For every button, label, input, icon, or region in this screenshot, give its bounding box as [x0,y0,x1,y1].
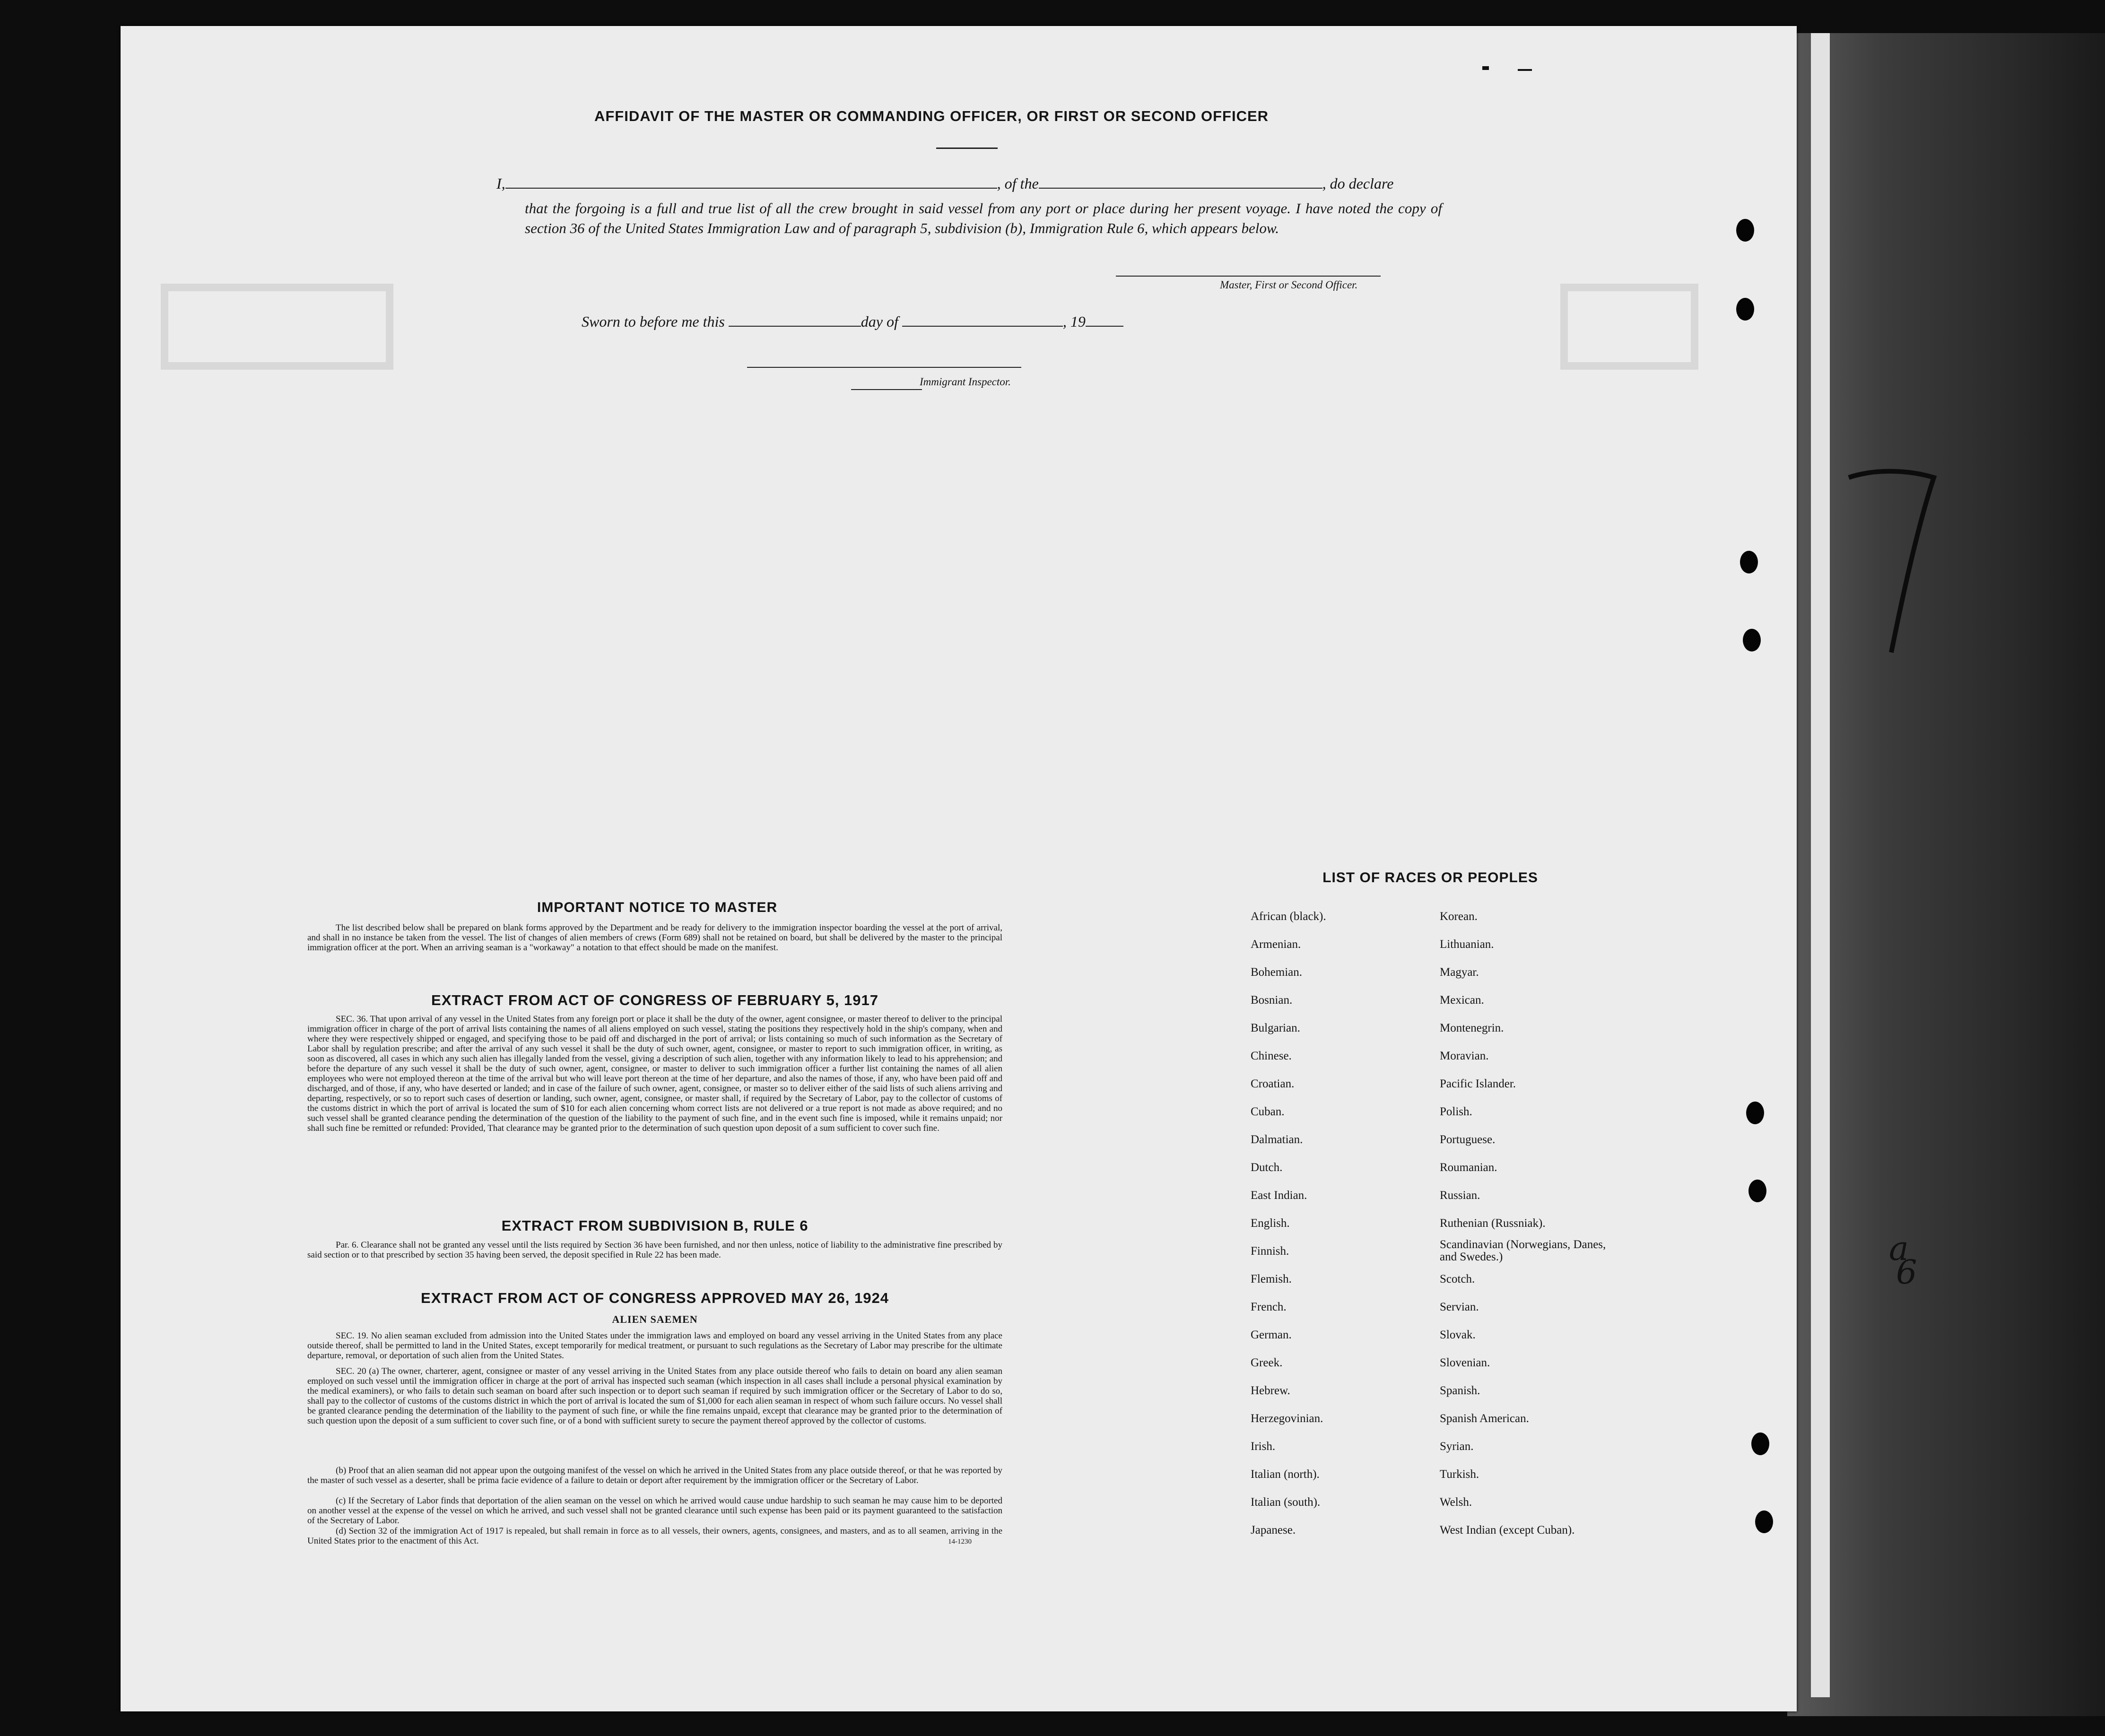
race-item: African (black). [1251,910,1326,923]
affidavit-title: AFFIDAVIT OF THE MASTER OR COMMANDING OFFICER, OR FIRST OR SECOND OFFICER [594,108,1269,124]
extract-1917-title: EXTRACT FROM ACT OF CONGRESS OF FEBRUARY 5, 1917 [431,992,879,1008]
extract-1924-title: EXTRACT FROM ACT OF CONGRESS APPROVED MAY 26, 1924 [421,1290,889,1306]
extract-1924-sec20d: (d) Section 32 of the immigration Act of 1917 is repealed, but shall remain in force as to all vessels, their owners, agents, consignees, and masters, and as to all seamen, arriving in the United States prior to the enactment of this Act. [307,1526,1002,1546]
race-item: Italian (north). [1251,1468,1320,1481]
year-label: , 19 [1062,313,1086,330]
race-item: Syrian. [1440,1440,1474,1453]
punch-hole [1755,1510,1773,1533]
form-number: 14-1230 [948,1538,972,1545]
race-item: Cuban. [1251,1105,1285,1118]
races-left-column [1251,910,1383,1548]
race-item: Bulgarian. [1251,1022,1300,1034]
race-item: Ruthenian (Russniak). [1440,1217,1546,1230]
race-item: Bosnian. [1251,994,1293,1007]
affidavit-declare-line [496,175,1461,192]
race-item: Scandinavian (Norwegians, Danes, and Swedes.) [1440,1238,1606,1263]
sworn-day-blank[interactable] [729,315,861,327]
race-item: Montenegrin. [1440,1022,1504,1034]
race-item: Portuguese. [1440,1133,1496,1146]
race-item: Slovak. [1440,1328,1476,1341]
race-item: French. [1251,1301,1287,1313]
race-item: Herzegovinian. [1251,1412,1323,1425]
race-item: Korean. [1440,910,1478,923]
race-item: Bohemian. [1251,966,1303,979]
race-item: Flemish. [1251,1273,1292,1285]
race-item: Hebrew. [1251,1384,1290,1397]
sworn-line [582,313,1196,330]
race-item: Scotch. [1440,1273,1475,1285]
extract-1924-sec20c: (c) If the Secretary of Labor finds that deportation of the alien seaman on the vessel on which he arrived would cause undue hardship to such seaman he may cause him to be deported on another vessel at the expense of the vessel on which he arrived, and such vessel shall not be granted clearance until such expense has been paid or its payment guaranteed to the satisfaction of the Secretary of Labor. [307,1496,1002,1526]
race-item: Lithuanian. [1440,938,1494,951]
race-item: Welsh. [1440,1496,1472,1509]
race-item: Armenian. [1251,938,1301,951]
rule6-text: Par. 6. Clearance shall not be granted any vessel until the lists required by Section 36 have been furnished, and nor then unless, notice of liability to the administrative fine prescribed by said section or to that prescribed by section 35 having been served, the deposit specified in Rule 22 has been made. [307,1240,1002,1260]
race-item: Servian. [1440,1301,1479,1313]
signature-line[interactable] [1116,276,1381,277]
alien-seamen-subtitle: ALIEN SAEMEN [612,1313,698,1325]
race-item: Chinese. [1251,1050,1292,1062]
punch-hole [1740,551,1758,573]
punch-hole [1736,219,1754,242]
race-item: Polish. [1440,1105,1472,1118]
race-item: Croatian. [1251,1077,1295,1090]
day-of-label: day of [861,313,898,330]
race-item: Magyar. [1440,966,1479,979]
punch-hole [1746,1102,1764,1124]
punch-hole [1743,629,1761,651]
inspector-signature-line[interactable] [747,367,1021,368]
race-item: Mexican. [1440,994,1484,1007]
punch-hole [1751,1432,1769,1455]
notice-text: The list described below shall be prepared on blank forms approved by the Department and be ready for delivery to the immigration inspector boarding the vessel at the port of arrival, and shall in no instance be taken from the vessel. The list of changes of alien members of crews (Form 689) shall not be retained on board, but shall be delivered by the master to the principal immigration officer at the port. When an arriving seaman is a "workaway" a notation to that effect should be made on the manifest. [307,923,1002,953]
race-item: Irish. [1251,1440,1276,1453]
divider [851,389,922,390]
sworn-month-blank[interactable] [902,315,1063,327]
races-right-column [1440,910,1638,1548]
vessel-blank[interactable] [1039,177,1322,189]
race-item: East Indian. [1251,1189,1307,1202]
of-the-label: , of the [997,175,1039,192]
race-item: Moravian. [1440,1050,1489,1062]
extract-1924-sec20b: (b) Proof that an alien seaman did not appear upon the outgoing manifest of the vessel on which he arrived in the United States from any place outside thereof, or that he was reported by the master of such vessel as a deserter, shall be prima facie evidence of a failure to detain or deport after requirement by the immigration officer or the Secretary of Labor. [307,1466,1002,1485]
extract-1917-text: SEC. 36. That upon arrival of any vessel in the United States from any foreign port or place it shall be the duty of the owner, agent consignee, or master thereof to deliver to the principal immigration officer in charge of the port of arrival lists containing the names of all aliens employed on such vessel, stating the positions they respectively hold in the ship's company, when and where they were respectively shipped or engaged, and specifying those to be paid off and discharged in the port of arrival; or lists containing so much of such information as the Secretary of Labor shall by regulation prescribe; and after the arrival of any such vessel it shall be the duty of such owner, agent, consignee, or master to report to such immigration officer, in writing, as soon as discovered, all cases in which any such alien has illegally landed from the vessel, giving a description of such alien, together with any information likely to lead to his apprehension; and before the departure of any such vessel it shall be the duty of such owner, agent, consignee, or master to deliver to such immigration officer a further list containing the names of all alien employees who were not employed thereon at the time of the arrival but who will leave port thereon at the time of her departure, and also the names of those, if any, who have been paid off and discharged, and of those, if any, who have deserted or landed; and in case of the failure of such owner, agent, consignee, or master so to deliver either of the said lists of such aliens arriving and departing, respectively, or so to report such cases of desertion or landing, such owner, agent, consignee, or master shall, if required by the Secretary of Labor, pay to the collector of customs of the customs district in which the port of arrival is located the sum of $10 for each alien concerning whom correct lists are not delivered or a true report is not made as above required; and no such vessel shall be granted clearance pending the determination of the question of the liability to the payment of such fine, and in the event such fine is imposed, while it remains unpaid; nor shall such fine be remitted or refunded: Provided, That clearance may be granted prior to the determination of such question upon deposit of a sum sufficient to cover such fine. [307,1014,1002,1133]
race-item: Greek. [1251,1356,1283,1369]
extract-1924-sec19: SEC. 19. No alien seaman excluded from admission into the United States under the immigration laws and employed on board any vessel arriving in the United States from any place outside thereof, shall be permitted to land in the United States, except temporarily for medical treatment, or pursuant to such regulations as the Secretary of Labor may prescribe for the ultimate departure, removal, or deportation of such alien from the United States. [307,1331,1002,1361]
do-declare-label: , do declare [1322,175,1394,192]
race-item: West Indian (except Cuban). [1440,1524,1575,1536]
master-signature-label: Master, First or Second Officer. [1220,279,1358,291]
race-item: Slovenian. [1440,1356,1490,1369]
race-item: Roumanian. [1440,1161,1497,1174]
race-item: English. [1251,1217,1290,1230]
i-label: I, [496,175,505,192]
divider [936,148,998,149]
name-blank[interactable] [505,177,997,189]
handwritten-seven-mark [1839,463,1948,662]
stray-mark [1518,69,1532,71]
inspector-label: Immigrant Inspector. [920,376,1011,388]
race-item: Turkish. [1440,1468,1479,1481]
race-item: Finnish. [1251,1245,1289,1258]
handwritten-a: a [1889,1229,1909,1268]
races-title: LIST OF RACES OR PEOPLES [1322,870,1538,885]
race-item: Japanese. [1251,1524,1296,1536]
sworn-label: Sworn to before me this [582,313,725,330]
affidavit-body: that the forgoing is a full and true list of all the crew brought in said vessel from any port or place during her present voyage. I have noted the copy of section 36 of the United States Immigration Law and of paragraph 5, subdivision (b), Immigration Rule 6, which appears below. [525,200,1442,236]
race-item: Spanish American. [1440,1412,1529,1425]
punch-hole [1736,298,1754,321]
stray-mark [1482,66,1489,70]
race-item: Pacific Islander. [1440,1077,1516,1090]
handwritten-number: 6 [1896,1253,1917,1292]
rule6-title: EXTRACT FROM SUBDIVISION B, RULE 6 [501,1217,809,1234]
race-item: Italian (south). [1251,1496,1321,1509]
race-item: Spanish. [1440,1384,1480,1397]
race-item: Russian. [1440,1189,1480,1202]
extract-1924-sec20a: SEC. 20 (a) The owner, charterer, agent, consignee or master of any vessel arriving in the United States from any place outside thereof who fails to detain on board any alien seaman employed on such vessel until the immigration officer in charge at the port of arrival has inspected such seaman (which inspection in all cases shall include a personal physical examination by the medical examiners), or who fails to detain such seaman on board after such inspection or to deport such seaman if required by such immigration officer or the Secretary of Labor to do so, shall pay to the collector of customs of the customs district in which the port of arrival is located the sum of $1,000 for each alien seaman in respect of whom such failure occurs. No vessel shall be granted clearance pending the determination of the liability to the payment of such fine, or while the fine remains unpaid, except that clearance may be granted prior to the determination of such question upon the deposit of a sum sufficient to cover such fine, or of a bond with sufficient surety to secure the payment thereof approved by the collector of customs. [307,1366,1002,1426]
punch-hole [1748,1180,1766,1202]
race-item: Dalmatian. [1251,1133,1303,1146]
notice-title: IMPORTANT NOTICE TO MASTER [537,900,778,915]
race-item: German. [1251,1328,1292,1341]
race-item: Dutch. [1251,1161,1283,1174]
year-blank[interactable] [1086,315,1123,327]
